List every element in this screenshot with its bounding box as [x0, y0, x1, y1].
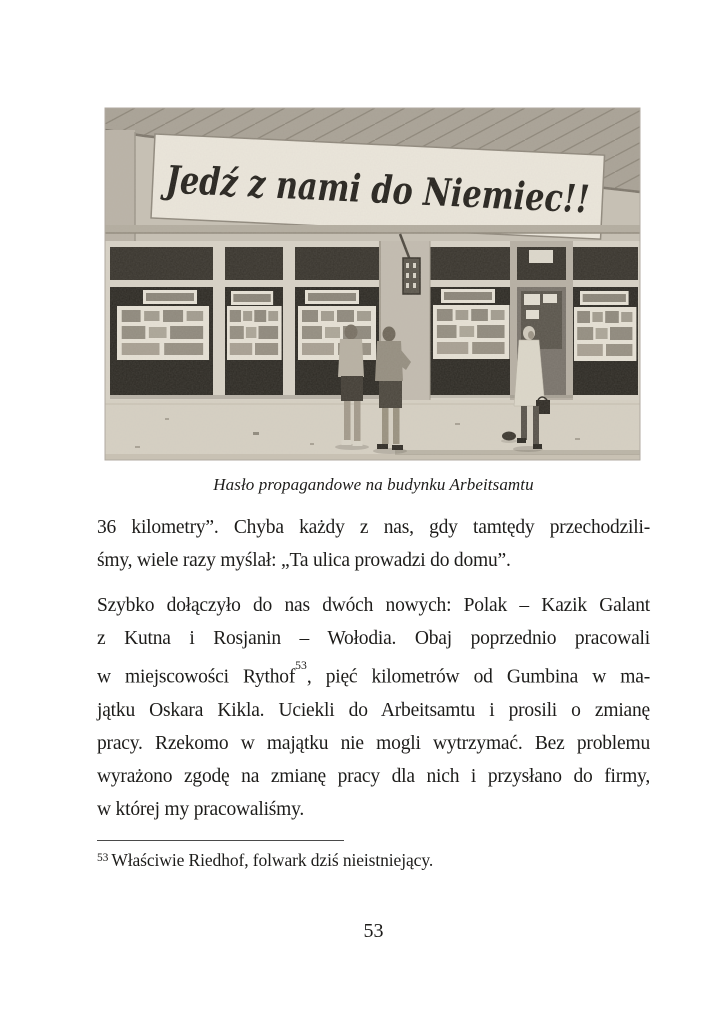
- body-line: w której my pracowaliśmy.: [97, 798, 305, 820]
- footnote-reference: 53: [295, 659, 307, 673]
- paragraph-2: [97, 589, 650, 826]
- body-line: śmy, wiele razy myślał: „Ta ulica prowadzi do domu”.: [97, 550, 511, 571]
- body-line: Szybko dołączyło do nas dwóch nowych: Polak – Kazik Galant: [97, 595, 650, 616]
- paragraph-1: [97, 511, 650, 577]
- line-text: , pięć kilometrów od Gumbina w ma-: [306, 666, 650, 688]
- line-text: w miejscowości Rythof: [97, 666, 296, 688]
- body-line: wyrażono zgodę na zmianę pracy dla nich i przysłano do firmy,: [97, 765, 650, 787]
- body-line: z Kutna i Rosjanin – Wołodia. Obaj poprzednio pracowali: [97, 628, 650, 649]
- photo-caption: Hasło propagandowe na budynku Arbeitsamtu: [213, 475, 534, 494]
- body-line: jątku Oskara Kikla. Uciekli do Arbeitsamtu i prosili o zmianę: [97, 699, 650, 721]
- footnote-text: Właściwie Riedhof, folwark dziś nieistniejący.: [111, 850, 434, 870]
- page-number: 53: [363, 920, 384, 942]
- body-line: pracy. Rzekomo w majątku nie mogli wytrzymać. Bez problemu: [97, 732, 650, 754]
- footnote-marker: 53: [97, 852, 109, 864]
- body-text: [97, 511, 650, 826]
- body-line: [97, 655, 650, 694]
- photo-figure: [105, 108, 640, 460]
- photo-grain: [105, 108, 640, 460]
- arbeitsamt-photo: [105, 108, 640, 460]
- body-line: 36 kilometry”. Chyba każdy z nas, gdy tamtędy przechodzili-: [97, 517, 650, 538]
- footnote-rule: [97, 840, 344, 841]
- footnote: [97, 848, 650, 875]
